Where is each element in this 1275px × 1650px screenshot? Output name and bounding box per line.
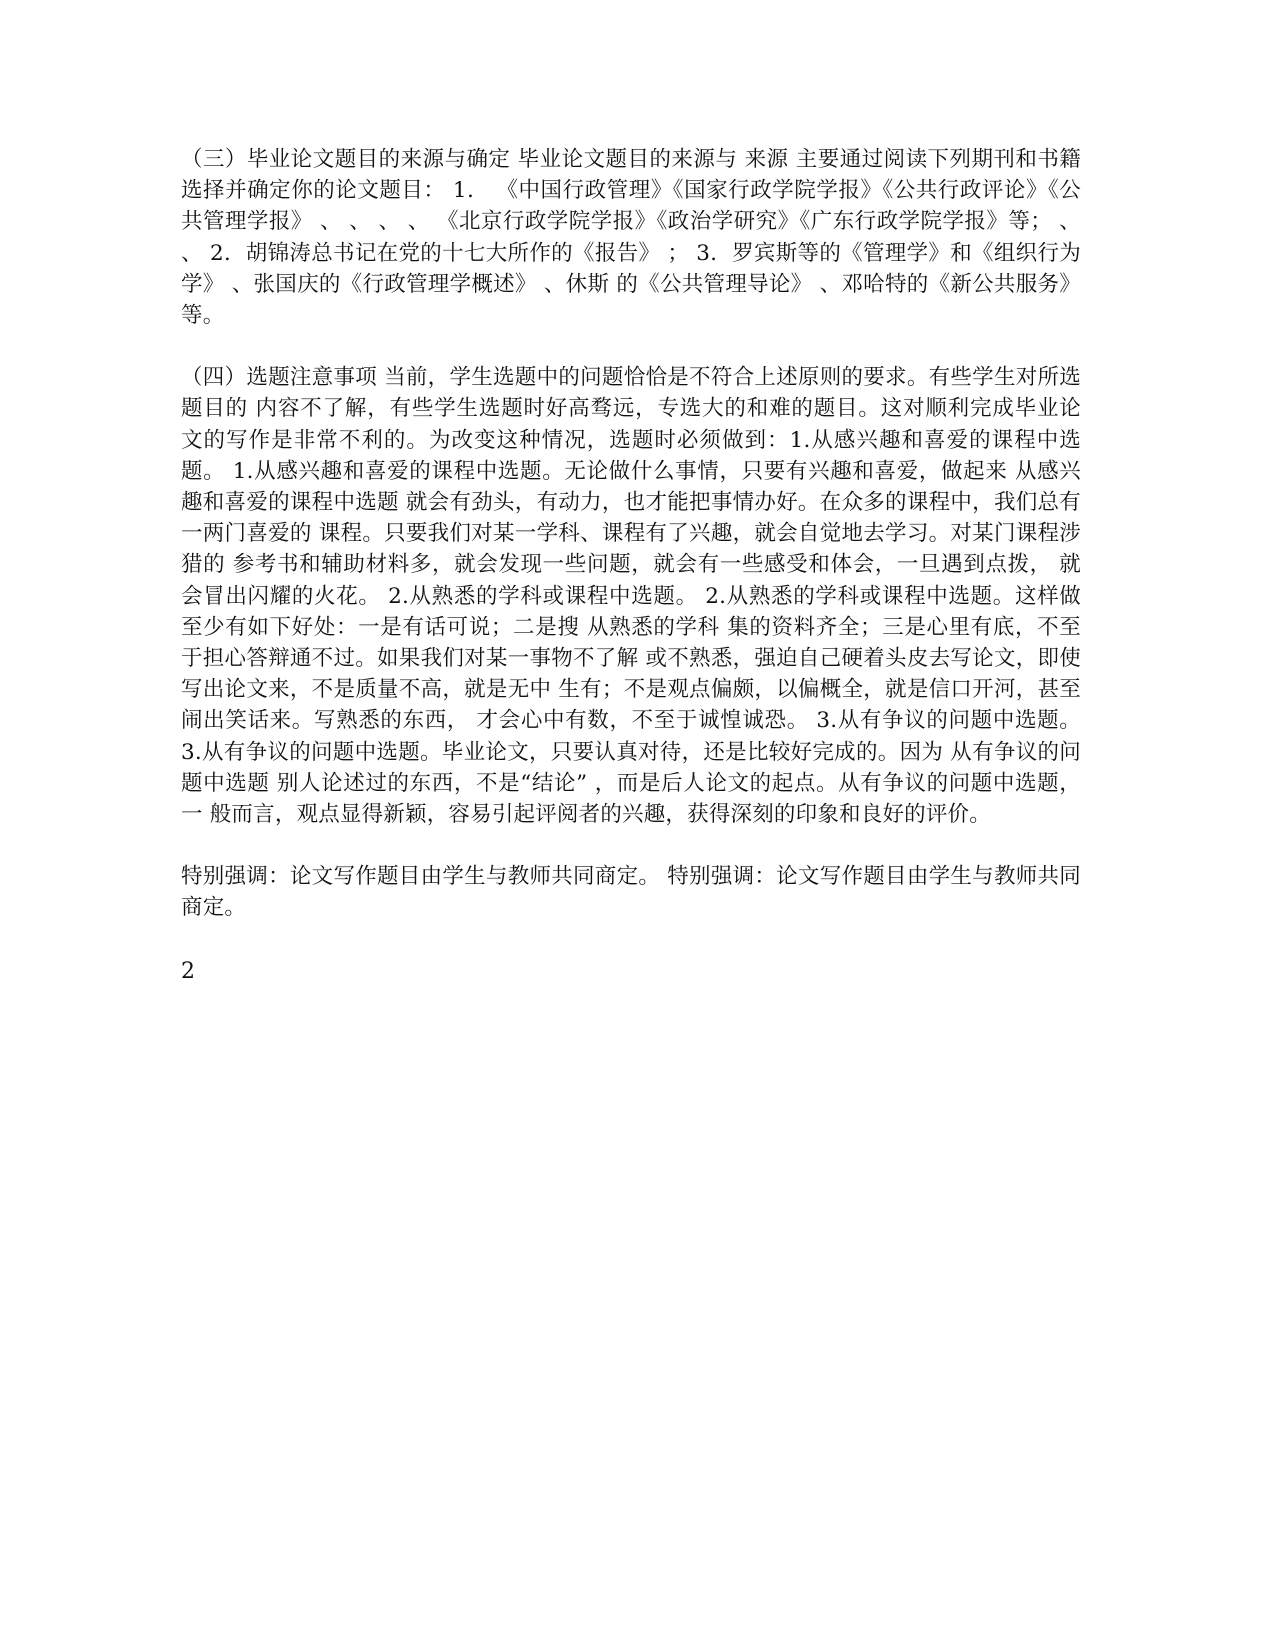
paragraph-topic-selection-notes: （四）选题注意事项 当前，学生选题中的问题恰恰是不符合上述原则的要求。有些学生对所选题目的 内容不了解，有些学生选题时好高骛远，专选大的和难的题目。这对顺利完成毕业论 文的写作是非常不利的。为改变这种情况，选题时必须做到：1.从感兴趣和喜爱的课程中选题。 1.从感兴趣和喜爱的课程中选题。无论做什么事情，只要有兴趣和喜爱，做起来 从感兴趣和喜爱的课程中选题 就会有劲头，有动力，也才能把事情办好。在众多的课程中，我们总有一两门喜爱的 课程。只要我们对某一学科、课程有了兴趣，就会自觉地去学习。对某门课程涉猎的 参考书和辅助材料多，就会发现一些问题，就会有一些感受和体会，一旦遇到点拨， 就会冒出闪耀的火花。 2.从熟悉的学科或课程中选题。 2.从熟悉的学科或课程中选题。这样做至少有如下好处：一是有话可说；二是搜 从熟悉的学科 集的资料齐全；三是心里有底，不至于担心答辩通不过。如果我们对某一事物不了解 或不熟悉，强迫自己硬着头皮去写论文，即使写出论文来，不是质量不高，就是无中 生有；不是观点偏颇，以偏概全，就是信口开河，甚至闹出笑话来。写熟悉的东西， 才会心中有数，不至于诚惶诚恐。 3.从有争议的问题中选题。 3.从有争议的问题中选题。毕业论文，只要认真对待，还是比较好完成的。因为 从有争议的问题中选题 别人论述过的东西，不是“结论” ，而是后人论文的起点。从有争议的问题中选题，一 般而言，观点显得新颖，容易引起评阅者的兴趣，获得深刻的印象和良好的评价。 — [181, 365, 1081, 828]
document-body — [181, 144, 1081, 987]
page-number: 2 — [181, 958, 195, 984]
paragraph-special-emphasis: 特别强调：论文写作题目由学生与教师共同商定。 特别强调：论文写作题目由学生与教师共同商定。 — [181, 864, 1081, 921]
paragraph-topic-sources: （三）毕业论文题目的来源与确定 毕业论文题目的来源与 来源 主要通过阅读下列期刊和书籍选择并确定你的论文题目： 1． 《中国行政管理》《国家行政学院学报》《公共行政评论》《公共管理学报》 、 、 、 、 《北京行政学院学报》《政治学研究》《广东行政学院学报》等； 、 、 2．胡锦涛总书记在党的十七大所作的《报告》 ； 3．罗宾斯等的《管理学》和《组织行为学》 、张国庆的《行政管理学概述》 、休斯 的《公共管理导论》 、邓哈特的《新公共服务》等。 — [181, 147, 1081, 329]
